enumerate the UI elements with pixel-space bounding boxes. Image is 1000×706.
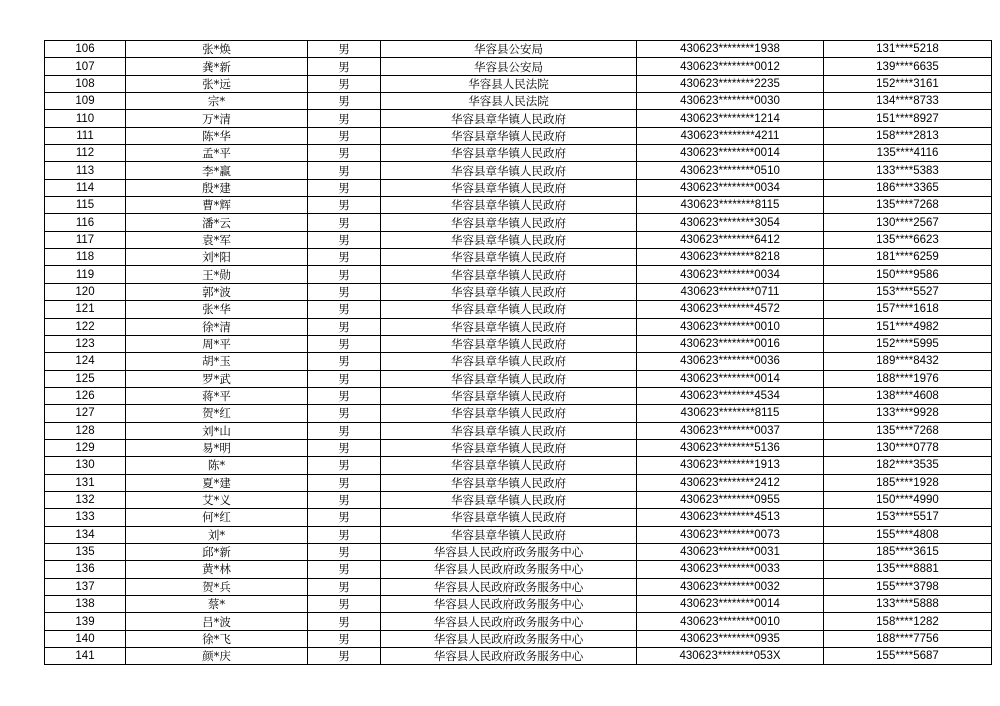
cell-phone: 133****5888: [824, 596, 992, 613]
cell-number: 134: [45, 526, 126, 543]
table-row: [45, 197, 992, 214]
cell-gender: 男: [308, 596, 381, 613]
table-row: [45, 648, 992, 665]
cell-gender: 男: [308, 387, 381, 404]
cell-unit: 华容县章华镇人民政府: [381, 214, 637, 231]
cell-phone: 152****3161: [824, 75, 992, 92]
table-row: [45, 318, 992, 335]
table-row: [45, 179, 992, 196]
cell-number: 135: [45, 543, 126, 560]
cell-unit: 华容县人民政府政务服务中心: [381, 561, 637, 578]
table-row: [45, 526, 992, 543]
cell-unit: 华容县章华镇人民政府: [381, 301, 637, 318]
cell-unit: 华容县章华镇人民政府: [381, 266, 637, 283]
cell-phone: 158****1282: [824, 613, 992, 630]
table-row: [45, 387, 992, 404]
cell-id-number: 430623********4572: [637, 301, 824, 318]
cell-gender: 男: [308, 457, 381, 474]
cell-gender: 男: [308, 509, 381, 526]
cell-number: 119: [45, 266, 126, 283]
cell-name: 陈*: [126, 457, 308, 474]
cell-unit: 华容县人民政府政务服务中心: [381, 543, 637, 560]
table-row: [45, 509, 992, 526]
cell-number: 124: [45, 353, 126, 370]
cell-id-number: 430623********0073: [637, 526, 824, 543]
cell-id-number: 430623********1938: [637, 41, 824, 58]
cell-gender: 男: [308, 197, 381, 214]
cell-id-number: 430623********0935: [637, 630, 824, 647]
cell-phone: 134****8733: [824, 93, 992, 110]
cell-phone: 153****5527: [824, 283, 992, 300]
cell-name: 万*清: [126, 110, 308, 127]
cell-phone: 188****1976: [824, 370, 992, 387]
cell-number: 111: [45, 127, 126, 144]
cell-name: 孟*平: [126, 145, 308, 162]
cell-gender: 男: [308, 526, 381, 543]
cell-phone: 138****4608: [824, 387, 992, 404]
cell-phone: 185****3615: [824, 543, 992, 560]
roster-table-body: [45, 41, 992, 665]
cell-gender: 男: [308, 613, 381, 630]
cell-unit: 华容县章华镇人民政府: [381, 162, 637, 179]
cell-name: 艾*义: [126, 491, 308, 508]
cell-unit: 华容县章华镇人民政府: [381, 439, 637, 456]
roster-table: [44, 40, 992, 665]
cell-name: 陈*华: [126, 127, 308, 144]
cell-name: 易*明: [126, 439, 308, 456]
cell-phone: 188****7756: [824, 630, 992, 647]
table-row: [45, 266, 992, 283]
cell-gender: 男: [308, 439, 381, 456]
cell-id-number: 430623********0012: [637, 58, 824, 75]
cell-gender: 男: [308, 543, 381, 560]
cell-phone: 155****4808: [824, 526, 992, 543]
cell-number: 125: [45, 370, 126, 387]
cell-gender: 男: [308, 491, 381, 508]
cell-id-number: 430623********3054: [637, 214, 824, 231]
cell-number: 108: [45, 75, 126, 92]
cell-unit: 华容县章华镇人民政府: [381, 526, 637, 543]
cell-id-number: 430623********8218: [637, 249, 824, 266]
cell-number: 136: [45, 561, 126, 578]
cell-number: 113: [45, 162, 126, 179]
cell-number: 128: [45, 422, 126, 439]
cell-gender: 男: [308, 214, 381, 231]
cell-phone: 150****4990: [824, 491, 992, 508]
table-row: [45, 41, 992, 58]
cell-phone: 158****2813: [824, 127, 992, 144]
cell-unit: 华容县章华镇人民政府: [381, 249, 637, 266]
cell-id-number: 430623********5136: [637, 439, 824, 456]
cell-gender: 男: [308, 578, 381, 595]
cell-name: 何*红: [126, 509, 308, 526]
cell-name: 颜*庆: [126, 648, 308, 665]
cell-gender: 男: [308, 41, 381, 58]
cell-phone: 153****5517: [824, 509, 992, 526]
cell-number: 118: [45, 249, 126, 266]
cell-id-number: 430623********0034: [637, 266, 824, 283]
cell-name: 周*平: [126, 335, 308, 352]
table-row: [45, 457, 992, 474]
cell-gender: 男: [308, 266, 381, 283]
table-row: [45, 578, 992, 595]
cell-unit: 华容县人民政府政务服务中心: [381, 630, 637, 647]
cell-unit: 华容县公安局: [381, 41, 637, 58]
cell-name: 郭*波: [126, 283, 308, 300]
cell-number: 131: [45, 474, 126, 491]
table-row: [45, 405, 992, 422]
cell-gender: 男: [308, 231, 381, 248]
cell-unit: 华容县公安局: [381, 58, 637, 75]
cell-name: 徐*飞: [126, 630, 308, 647]
cell-gender: 男: [308, 301, 381, 318]
cell-number: 121: [45, 301, 126, 318]
cell-id-number: 430623********2412: [637, 474, 824, 491]
cell-gender: 男: [308, 127, 381, 144]
table-row: [45, 561, 992, 578]
cell-phone: 135****6623: [824, 231, 992, 248]
cell-gender: 男: [308, 422, 381, 439]
cell-phone: 133****9928: [824, 405, 992, 422]
cell-gender: 男: [308, 370, 381, 387]
cell-unit: 华容县人民政府政务服务中心: [381, 613, 637, 630]
table-row: [45, 630, 992, 647]
cell-phone: 182****3535: [824, 457, 992, 474]
cell-unit: 华容县章华镇人民政府: [381, 179, 637, 196]
cell-gender: 男: [308, 318, 381, 335]
cell-gender: 男: [308, 561, 381, 578]
cell-name: 张*远: [126, 75, 308, 92]
cell-unit: 华容县人民法院: [381, 93, 637, 110]
cell-name: 李*赢: [126, 162, 308, 179]
cell-phone: 135****7268: [824, 197, 992, 214]
cell-phone: 133****5383: [824, 162, 992, 179]
cell-phone: 155****5687: [824, 648, 992, 665]
table-row: [45, 214, 992, 231]
table-row: [45, 596, 992, 613]
table-row: [45, 127, 992, 144]
cell-id-number: 430623********4211: [637, 127, 824, 144]
cell-id-number: 430623********1214: [637, 110, 824, 127]
cell-id-number: 430623********1913: [637, 457, 824, 474]
cell-name: 贺*红: [126, 405, 308, 422]
cell-unit: 华容县章华镇人民政府: [381, 422, 637, 439]
cell-id-number: 430623********0510: [637, 162, 824, 179]
table-row: [45, 353, 992, 370]
cell-unit: 华容县章华镇人民政府: [381, 283, 637, 300]
cell-id-number: 430623********0014: [637, 596, 824, 613]
cell-id-number: 430623********053X: [637, 648, 824, 665]
cell-number: 140: [45, 630, 126, 647]
cell-name: 王*勋: [126, 266, 308, 283]
cell-name: 刘*阳: [126, 249, 308, 266]
cell-name: 宗*: [126, 93, 308, 110]
cell-number: 130: [45, 457, 126, 474]
cell-number: 116: [45, 214, 126, 231]
cell-number: 133: [45, 509, 126, 526]
cell-name: 吕*波: [126, 613, 308, 630]
cell-name: 蒋*平: [126, 387, 308, 404]
cell-number: 122: [45, 318, 126, 335]
cell-phone: 157****1618: [824, 301, 992, 318]
table-row: [45, 58, 992, 75]
cell-id-number: 430623********8115: [637, 197, 824, 214]
cell-unit: 华容县章华镇人民政府: [381, 474, 637, 491]
cell-unit: 华容县章华镇人民政府: [381, 491, 637, 508]
cell-unit: 华容县人民政府政务服务中心: [381, 578, 637, 595]
cell-gender: 男: [308, 162, 381, 179]
cell-gender: 男: [308, 648, 381, 665]
cell-id-number: 430623********0033: [637, 561, 824, 578]
cell-phone: 131****5218: [824, 41, 992, 58]
cell-number: 127: [45, 405, 126, 422]
cell-id-number: 430623********4534: [637, 387, 824, 404]
cell-name: 黄*林: [126, 561, 308, 578]
cell-name: 邱*新: [126, 543, 308, 560]
cell-phone: 150****9586: [824, 266, 992, 283]
cell-gender: 男: [308, 353, 381, 370]
table-row: [45, 93, 992, 110]
cell-unit: 华容县章华镇人民政府: [381, 127, 637, 144]
cell-id-number: 430623********0955: [637, 491, 824, 508]
cell-phone: 155****3798: [824, 578, 992, 595]
cell-unit: 华容县章华镇人民政府: [381, 110, 637, 127]
cell-id-number: 430623********8115: [637, 405, 824, 422]
cell-phone: 181****6259: [824, 249, 992, 266]
cell-unit: 华容县章华镇人民政府: [381, 353, 637, 370]
cell-gender: 男: [308, 145, 381, 162]
cell-gender: 男: [308, 93, 381, 110]
cell-number: 109: [45, 93, 126, 110]
cell-name: 罗*武: [126, 370, 308, 387]
cell-number: 138: [45, 596, 126, 613]
cell-phone: 186****3365: [824, 179, 992, 196]
cell-id-number: 430623********0030: [637, 93, 824, 110]
cell-unit: 华容县章华镇人民政府: [381, 387, 637, 404]
cell-name: 胡*玉: [126, 353, 308, 370]
table-row: [45, 474, 992, 491]
table-row: [45, 422, 992, 439]
cell-name: 袁*军: [126, 231, 308, 248]
cell-id-number: 430623********0711: [637, 283, 824, 300]
table-row: [45, 249, 992, 266]
cell-gender: 男: [308, 405, 381, 422]
cell-name: 夏*建: [126, 474, 308, 491]
cell-name: 蔡*: [126, 596, 308, 613]
cell-phone: 130****0778: [824, 439, 992, 456]
cell-number: 107: [45, 58, 126, 75]
cell-id-number: 430623********0036: [637, 353, 824, 370]
cell-name: 殷*建: [126, 179, 308, 196]
cell-name: 潘*云: [126, 214, 308, 231]
cell-gender: 男: [308, 249, 381, 266]
cell-unit: 华容县人民法院: [381, 75, 637, 92]
cell-unit: 华容县人民政府政务服务中心: [381, 596, 637, 613]
cell-id-number: 430623********6412: [637, 231, 824, 248]
cell-name: 刘*山: [126, 422, 308, 439]
cell-number: 129: [45, 439, 126, 456]
cell-unit: 华容县章华镇人民政府: [381, 145, 637, 162]
table-row: [45, 75, 992, 92]
table-row: [45, 231, 992, 248]
cell-phone: 151****8927: [824, 110, 992, 127]
cell-id-number: 430623********0032: [637, 578, 824, 595]
cell-name: 张*华: [126, 301, 308, 318]
cell-id-number: 430623********0014: [637, 145, 824, 162]
table-row: [45, 613, 992, 630]
cell-gender: 男: [308, 179, 381, 196]
cell-gender: 男: [308, 335, 381, 352]
cell-id-number: 430623********4513: [637, 509, 824, 526]
cell-id-number: 430623********0034: [637, 179, 824, 196]
cell-id-number: 430623********0037: [637, 422, 824, 439]
cell-gender: 男: [308, 110, 381, 127]
cell-phone: 151****4982: [824, 318, 992, 335]
cell-phone: 152****5995: [824, 335, 992, 352]
cell-unit: 华容县章华镇人民政府: [381, 405, 637, 422]
cell-number: 115: [45, 197, 126, 214]
cell-unit: 华容县章华镇人民政府: [381, 335, 637, 352]
cell-number: 132: [45, 491, 126, 508]
table-row: [45, 543, 992, 560]
cell-unit: 华容县章华镇人民政府: [381, 231, 637, 248]
cell-name: 龚*新: [126, 58, 308, 75]
cell-phone: 135****4116: [824, 145, 992, 162]
cell-name: 曹*辉: [126, 197, 308, 214]
cell-name: 刘*: [126, 526, 308, 543]
table-row: [45, 283, 992, 300]
table-row: [45, 491, 992, 508]
cell-gender: 男: [308, 474, 381, 491]
table-row: [45, 110, 992, 127]
cell-number: 137: [45, 578, 126, 595]
table-row: [45, 370, 992, 387]
cell-id-number: 430623********0010: [637, 318, 824, 335]
cell-number: 123: [45, 335, 126, 352]
cell-name: 张*焕: [126, 41, 308, 58]
cell-name: 贺*兵: [126, 578, 308, 595]
table-row: [45, 301, 992, 318]
table-row: [45, 439, 992, 456]
cell-gender: 男: [308, 630, 381, 647]
cell-id-number: 430623********0014: [637, 370, 824, 387]
cell-phone: 135****8881: [824, 561, 992, 578]
cell-gender: 男: [308, 75, 381, 92]
cell-gender: 男: [308, 58, 381, 75]
cell-number: 114: [45, 179, 126, 196]
cell-id-number: 430623********0010: [637, 613, 824, 630]
cell-phone: 130****2567: [824, 214, 992, 231]
cell-phone: 135****7268: [824, 422, 992, 439]
cell-phone: 189****8432: [824, 353, 992, 370]
cell-phone: 185****1928: [824, 474, 992, 491]
cell-name: 徐*清: [126, 318, 308, 335]
cell-id-number: 430623********0031: [637, 543, 824, 560]
cell-id-number: 430623********0016: [637, 335, 824, 352]
cell-number: 110: [45, 110, 126, 127]
cell-number: 139: [45, 613, 126, 630]
table-row: [45, 145, 992, 162]
cell-id-number: 430623********2235: [637, 75, 824, 92]
cell-phone: 139****6635: [824, 58, 992, 75]
cell-unit: 华容县章华镇人民政府: [381, 370, 637, 387]
cell-gender: 男: [308, 283, 381, 300]
cell-unit: 华容县章华镇人民政府: [381, 509, 637, 526]
cell-unit: 华容县章华镇人民政府: [381, 197, 637, 214]
cell-number: 106: [45, 41, 126, 58]
cell-unit: 华容县章华镇人民政府: [381, 457, 637, 474]
cell-unit: 华容县人民政府政务服务中心: [381, 648, 637, 665]
cell-number: 120: [45, 283, 126, 300]
cell-number: 112: [45, 145, 126, 162]
table-row: [45, 335, 992, 352]
cell-number: 141: [45, 648, 126, 665]
cell-unit: 华容县章华镇人民政府: [381, 318, 637, 335]
cell-number: 117: [45, 231, 126, 248]
cell-number: 126: [45, 387, 126, 404]
table-row: [45, 162, 992, 179]
